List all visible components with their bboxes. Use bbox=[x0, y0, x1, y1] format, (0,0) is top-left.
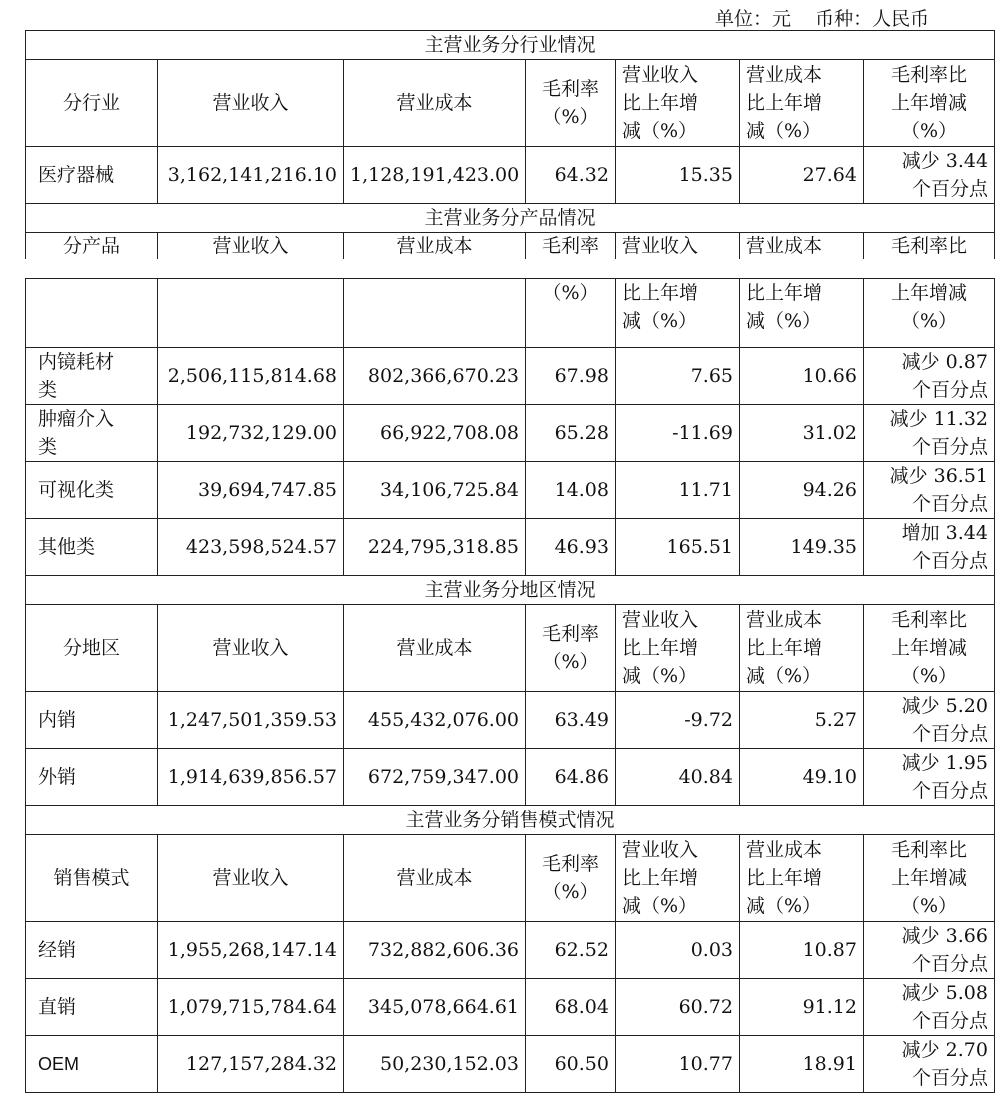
col-header-margin-change: 毛利率比 bbox=[864, 233, 995, 260]
row-name: 肿瘤介入 类 bbox=[26, 405, 158, 462]
col-header-margin-continued: （%） bbox=[526, 279, 616, 348]
col-header-margin-change-continued: 上年增减 （%） bbox=[864, 279, 995, 348]
margin-cell: 14.08 bbox=[526, 462, 616, 519]
cost-cell: 66,922,708.08 bbox=[344, 405, 526, 462]
cost-cell: 455,432,076.00 bbox=[344, 692, 526, 749]
col-header-cost: 营业成本 bbox=[344, 605, 526, 692]
col-header-cost-change: 营业成本 比上年增 减（%） bbox=[740, 605, 864, 692]
revenue-cell: 1,247,501,359.53 bbox=[158, 692, 344, 749]
table-row bbox=[26, 147, 995, 204]
header-row-sales-mode bbox=[26, 835, 995, 922]
main-business-table-part2 bbox=[25, 278, 995, 1093]
cost-change-cell: 18.91 bbox=[740, 1036, 864, 1093]
margin-cell: 64.32 bbox=[526, 147, 616, 204]
margin-change-cell: 减少 5.20 个百分点 bbox=[864, 692, 995, 749]
rev-change-cell: 60.72 bbox=[616, 979, 740, 1036]
cost-cell: 732,882,606.36 bbox=[344, 922, 526, 979]
row-name: 其他类 bbox=[26, 519, 158, 576]
col-header-revenue: 营业收入 bbox=[158, 605, 344, 692]
margin-cell: 64.86 bbox=[526, 749, 616, 806]
margin-change-cell: 减少 5.08 个百分点 bbox=[864, 979, 995, 1036]
cost-cell: 34,106,725.84 bbox=[344, 462, 526, 519]
header-row-product-top bbox=[26, 233, 995, 260]
table-row bbox=[26, 405, 995, 462]
table-row bbox=[26, 922, 995, 979]
col-header-rev-change: 营业收入 比上年增 减（%） bbox=[616, 835, 740, 922]
rev-change-cell: 10.77 bbox=[616, 1036, 740, 1093]
col-header-revenue-continued bbox=[158, 279, 344, 348]
rev-change-cell: -11.69 bbox=[616, 405, 740, 462]
col-header-cost: 营业成本 bbox=[344, 835, 526, 922]
col-header-margin: 毛利率 （%） bbox=[526, 60, 616, 147]
col-header-segment: 分地区 bbox=[26, 605, 158, 692]
cost-change-cell: 10.66 bbox=[740, 348, 864, 405]
margin-change-cell: 增加 3.44 个百分点 bbox=[864, 519, 995, 576]
table-row bbox=[26, 749, 995, 806]
cost-change-cell: 31.02 bbox=[740, 405, 864, 462]
cost-cell: 345,078,664.61 bbox=[344, 979, 526, 1036]
cost-cell: 50,230,152.03 bbox=[344, 1036, 526, 1093]
cost-change-cell: 5.27 bbox=[740, 692, 864, 749]
row-name: 内镜耗材 类 bbox=[26, 348, 158, 405]
row-name: 内销 bbox=[26, 692, 158, 749]
col-header-margin-change: 毛利率比 上年增减 （%） bbox=[864, 605, 995, 692]
section-title-product: 主营业务分产品情况 bbox=[26, 204, 995, 233]
margin-change-cell: 减少 11.32 个百分点 bbox=[864, 405, 995, 462]
margin-cell: 46.93 bbox=[526, 519, 616, 576]
revenue-cell: 3,162,141,216.10 bbox=[158, 147, 344, 204]
col-header-segment: 销售模式 bbox=[26, 835, 158, 922]
margin-cell: 67.98 bbox=[526, 348, 616, 405]
rev-change-cell: -9.72 bbox=[616, 692, 740, 749]
margin-cell: 63.49 bbox=[526, 692, 616, 749]
rev-change-cell: 7.65 bbox=[616, 348, 740, 405]
margin-cell: 62.52 bbox=[526, 922, 616, 979]
rev-change-cell: 0.03 bbox=[616, 922, 740, 979]
revenue-cell: 192,732,129.00 bbox=[158, 405, 344, 462]
col-header-rev-change: 营业收入 比上年增 减（%） bbox=[616, 60, 740, 147]
revenue-cell: 127,157,284.32 bbox=[158, 1036, 344, 1093]
unit-currency-note: 单位：元 币种：人民币 bbox=[715, 8, 930, 30]
table-row bbox=[26, 692, 995, 749]
col-header-margin-change: 毛利率比 上年增减 （%） bbox=[864, 60, 995, 147]
col-header-revenue: 营业收入 bbox=[158, 233, 344, 260]
col-header-rev-change: 营业收入 比上年增 减（%） bbox=[616, 605, 740, 692]
revenue-cell: 2,506,115,814.68 bbox=[158, 348, 344, 405]
margin-change-cell: 减少 3.44 个百分点 bbox=[864, 147, 995, 204]
margin-cell: 65.28 bbox=[526, 405, 616, 462]
col-header-cost-change-continued: 比上年增 减（%） bbox=[740, 279, 864, 348]
rev-change-cell: 11.71 bbox=[616, 462, 740, 519]
table-row bbox=[26, 519, 995, 576]
section-title-industry: 主营业务分行业情况 bbox=[26, 31, 995, 60]
col-header-cost-change: 营业成本 比上年增 减（%） bbox=[740, 835, 864, 922]
col-header-segment: 分行业 bbox=[26, 60, 158, 147]
row-name: 外销 bbox=[26, 749, 158, 806]
col-header-rev-change-continued: 比上年增 减（%） bbox=[616, 279, 740, 348]
section-title-region: 主营业务分地区情况 bbox=[26, 576, 995, 605]
revenue-cell: 423,598,524.57 bbox=[158, 519, 344, 576]
col-header-margin: 毛利率 （%） bbox=[526, 605, 616, 692]
cost-change-cell: 49.10 bbox=[740, 749, 864, 806]
section-title-sales-mode: 主营业务分销售模式情况 bbox=[26, 806, 995, 835]
cost-change-cell: 149.35 bbox=[740, 519, 864, 576]
col-header-rev-change: 营业收入 bbox=[616, 233, 740, 260]
col-header-cost: 营业成本 bbox=[344, 233, 526, 260]
row-name: 直销 bbox=[26, 979, 158, 1036]
col-header-revenue: 营业收入 bbox=[158, 835, 344, 922]
cost-cell: 1,128,191,423.00 bbox=[344, 147, 526, 204]
col-header-cost: 营业成本 bbox=[344, 60, 526, 147]
rev-change-cell: 15.35 bbox=[616, 147, 740, 204]
margin-cell: 68.04 bbox=[526, 979, 616, 1036]
cost-change-cell: 27.64 bbox=[740, 147, 864, 204]
revenue-cell: 39,694,747.85 bbox=[158, 462, 344, 519]
margin-change-cell: 减少 3.66 个百分点 bbox=[864, 922, 995, 979]
table-row bbox=[26, 462, 995, 519]
header-row-region bbox=[26, 605, 995, 692]
col-header-cost-change: 营业成本 bbox=[740, 233, 864, 260]
col-header-segment: 分产品 bbox=[26, 233, 158, 260]
header-row-industry bbox=[26, 60, 995, 147]
row-name: OEM bbox=[26, 1036, 158, 1093]
col-header-segment-continued bbox=[26, 279, 158, 348]
col-header-margin: 毛利率 （%） bbox=[526, 835, 616, 922]
revenue-cell: 1,914,639,856.57 bbox=[158, 749, 344, 806]
margin-change-cell: 减少 0.87 个百分点 bbox=[864, 348, 995, 405]
col-header-cost-continued bbox=[344, 279, 526, 348]
header-row-product-continued bbox=[26, 279, 995, 348]
revenue-cell: 1,955,268,147.14 bbox=[158, 922, 344, 979]
cost-change-cell: 94.26 bbox=[740, 462, 864, 519]
margin-change-cell: 减少 2.70 个百分点 bbox=[864, 1036, 995, 1093]
row-name: 经销 bbox=[26, 922, 158, 979]
cost-cell: 672,759,347.00 bbox=[344, 749, 526, 806]
margin-change-cell: 减少 1.95 个百分点 bbox=[864, 749, 995, 806]
revenue-cell: 1,079,715,784.64 bbox=[158, 979, 344, 1036]
rev-change-cell: 40.84 bbox=[616, 749, 740, 806]
cost-change-cell: 10.87 bbox=[740, 922, 864, 979]
col-header-margin: 毛利率 bbox=[526, 233, 616, 260]
cost-cell: 802,366,670.23 bbox=[344, 348, 526, 405]
table-row bbox=[26, 979, 995, 1036]
margin-change-cell: 减少 36.51 个百分点 bbox=[864, 462, 995, 519]
col-header-margin-change: 毛利率比 上年增减 （%） bbox=[864, 835, 995, 922]
cost-change-cell: 91.12 bbox=[740, 979, 864, 1036]
rev-change-cell: 165.51 bbox=[616, 519, 740, 576]
cost-cell: 224,795,318.85 bbox=[344, 519, 526, 576]
main-business-table-part1 bbox=[25, 30, 995, 259]
margin-cell: 60.50 bbox=[526, 1036, 616, 1093]
table-row bbox=[26, 1036, 995, 1093]
col-header-cost-change: 营业成本 比上年增 减（%） bbox=[740, 60, 864, 147]
table-row bbox=[26, 348, 995, 405]
row-name: 医疗器械 bbox=[26, 147, 158, 204]
row-name: 可视化类 bbox=[26, 462, 158, 519]
col-header-revenue: 营业收入 bbox=[158, 60, 344, 147]
